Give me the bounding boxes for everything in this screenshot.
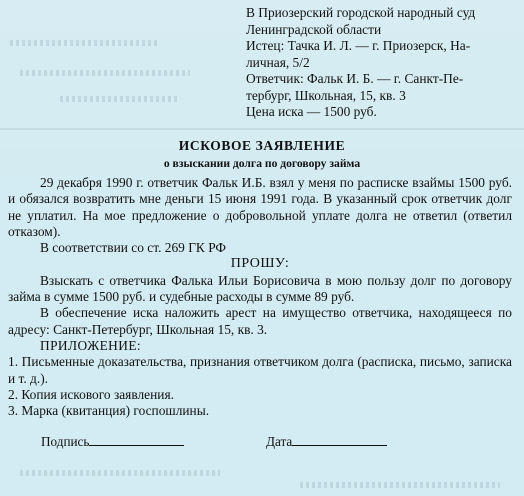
attachments-heading: ПРИЛОЖЕНИЕ: — [40, 337, 142, 353]
addressee-line: Ленинградской области — [246, 21, 382, 37]
facts-paragraph: 29 декабря 1990 г. ответчик Фальк И.Б. взял у меня по расписке взаймы 1500 руб. и обязался возвратить мне деньги 15 июня 1991 года. В указанный срок ответчик долг не уплатил. На мое предложение о добровольной уплате долга не ответил (ответил отказом). — [8, 175, 512, 239]
document-subtitle: о взыскании долга по договору займа — [163, 157, 361, 170]
claim-value-line: Цена иска — 1500 руб. — [246, 104, 377, 119]
signature-label: Подпись — [41, 434, 90, 449]
signature-line[interactable] — [89, 434, 184, 446]
show-through-mark — [0, 128, 524, 130]
defendant-line: тербург, Школьная, 15, кв. 3 — [246, 87, 406, 103]
date-line[interactable] — [292, 434, 387, 446]
addressee-line: В Приозерский городской народный суд — [246, 5, 476, 20]
document-title: ИСКОВОЕ ЗАЯВЛЕНИЕ — [178, 138, 346, 153]
show-through-mark — [60, 96, 180, 102]
addressee-block — [246, 5, 516, 121]
show-through-mark — [20, 70, 190, 76]
show-through-mark — [20, 470, 220, 476]
document-body — [8, 175, 512, 419]
signature-field — [41, 434, 184, 450]
show-through-mark — [10, 40, 160, 46]
attachment-item: 1. Письменные доказательства, признания ответчиком долга (расписка, письмо, записка и т. д.). — [8, 354, 512, 386]
plaintiff-line: личная, 5/2 — [246, 54, 310, 70]
defendant-line: Ответчик: Фальк И. Б. — г. Санкт-Пе- — [246, 71, 464, 86]
request-heading: ПРОШУ: — [230, 256, 290, 272]
attachment-item: 2. Копия искового заявления. — [8, 386, 174, 402]
show-through-mark — [300, 482, 500, 488]
plaintiff-line: Истец: Тачка И. Л. — г. Приозерск, На- — [246, 38, 471, 53]
attachment-item: 3. Марка (квитанция) госпошлины. — [8, 403, 210, 419]
request-paragraph: Взыскать с ответчика Фалька Ильи Борисовича в мою пользу долг по договору займа в сумме 1500 руб. и судебные расходы в сумме 89 руб. — [8, 272, 512, 305]
seizure-paragraph: В обеспечение иска наложить арест на имущество ответчика, находящееся по адресу: Санкт-Петербург, Школьная 15, кв. 3. — [8, 305, 512, 337]
date-field — [266, 434, 387, 450]
legal-basis-paragraph: В соответствии со ст. 269 ГК РФ — [40, 240, 227, 256]
date-label: Дата — [266, 434, 293, 449]
